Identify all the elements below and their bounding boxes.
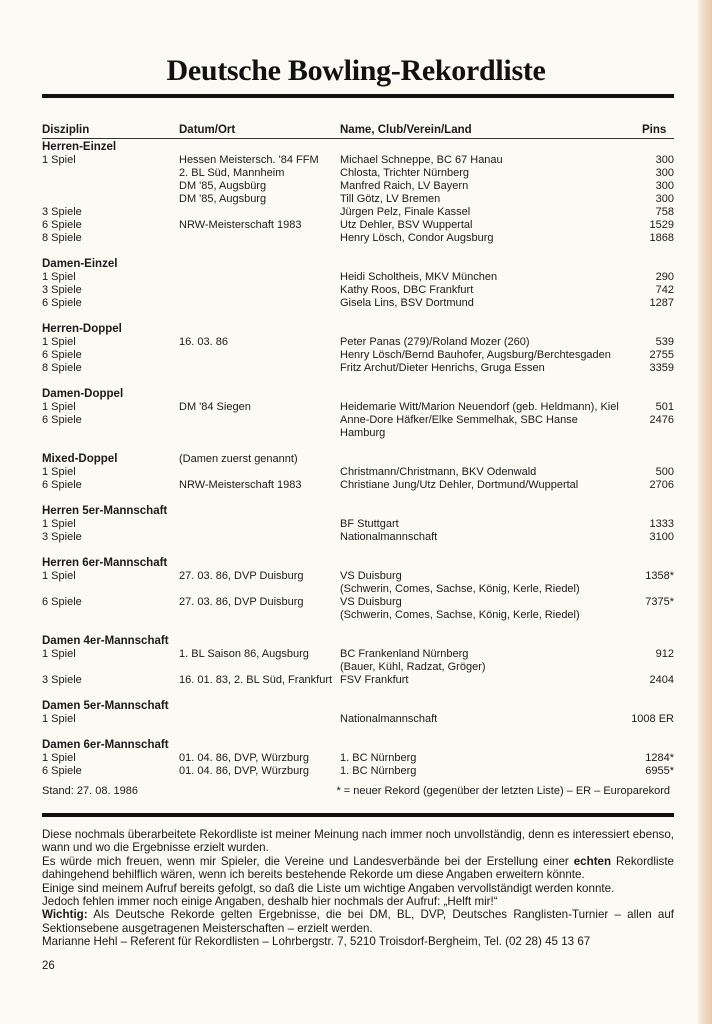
record-group bbox=[42, 388, 674, 440]
cell-datum-ort: NRW-Meisterschaft 1983 bbox=[179, 479, 302, 491]
cell-pins: 6955* bbox=[645, 765, 674, 777]
cell-name-primary: Gisela Lins, BSV Dortmund bbox=[340, 297, 474, 309]
cell-name bbox=[340, 765, 626, 778]
group-title: Herren 5er-Mannschaft bbox=[42, 505, 168, 517]
cell-pins: 2706 bbox=[649, 479, 674, 491]
record-group bbox=[42, 505, 674, 544]
cell-datum-ort: 27. 03. 86, DVP Duisburg bbox=[179, 570, 304, 582]
cell-disziplin: 6 Spiele bbox=[42, 596, 82, 608]
cell-name-primary: Kathy Roos, DBC Frankfurt bbox=[340, 284, 474, 296]
note-text: Rekordliste bbox=[616, 854, 674, 868]
group-note bbox=[179, 323, 340, 336]
group-note bbox=[179, 388, 340, 401]
cell-datum-ort: 27. 03. 86, DVP Duisburg bbox=[179, 596, 304, 608]
record-group bbox=[42, 258, 674, 310]
table-row bbox=[42, 765, 674, 778]
record-group bbox=[42, 739, 674, 778]
cell-datum-ort bbox=[179, 232, 340, 245]
cell-pins: 742 bbox=[655, 284, 674, 296]
cell-datum-ort: NRW-Meisterschaft 1983 bbox=[179, 219, 302, 231]
cell-datum-ort: Hessen Meistersch. '84 FFM bbox=[179, 154, 319, 166]
group-header-row bbox=[42, 453, 674, 466]
table-row bbox=[42, 414, 674, 440]
table-row bbox=[42, 362, 674, 375]
record-group bbox=[42, 700, 674, 726]
table-row bbox=[42, 570, 674, 596]
cell-name bbox=[340, 193, 626, 206]
cell-name-members: (Bauer, Kühl, Radzat, Gröger) bbox=[340, 661, 486, 673]
cell-name-primary: Christmann/Christmann, BKV Odenwald bbox=[340, 466, 537, 478]
group-header-row bbox=[42, 739, 674, 752]
group-note bbox=[179, 258, 340, 271]
table-row bbox=[42, 531, 674, 544]
group-note bbox=[179, 739, 340, 752]
cell-datum-ort: 2. BL Süd, Mannheim bbox=[179, 167, 285, 179]
group-header-row bbox=[42, 505, 674, 518]
record-group bbox=[42, 141, 674, 245]
cell-pins: 300 bbox=[655, 154, 674, 166]
cell-name-primary: Henry Lösch, Condor Augsburg bbox=[340, 232, 494, 244]
table-row bbox=[42, 713, 674, 726]
cell-name-members: (Schwerin, Comes, Sachse, König, Kerle, Riedel) bbox=[340, 609, 580, 621]
group-note bbox=[179, 700, 340, 713]
cell-name bbox=[340, 479, 626, 492]
cell-disziplin: 3 Spiele bbox=[42, 531, 82, 543]
cell-name-primary: Manfred Raich, LV Bayern bbox=[340, 180, 469, 192]
cell-pins: 300 bbox=[655, 193, 674, 205]
table-row bbox=[42, 596, 674, 622]
cell-name bbox=[340, 362, 626, 375]
cell-name-primary: Michael Schneppe, BC 67 Hanau bbox=[340, 154, 503, 166]
cell-datum-ort: 16. 03. 86 bbox=[179, 336, 228, 348]
record-table bbox=[42, 124, 674, 791]
cell-disziplin: 1 Spiel bbox=[42, 466, 76, 478]
cell-pins: 290 bbox=[655, 271, 674, 283]
header-disziplin: Disziplin bbox=[42, 124, 90, 136]
cell-disziplin: 6 Spiele bbox=[42, 349, 82, 361]
table-row bbox=[42, 336, 674, 349]
cell-name-primary: Heidi Scholtheis, MKV München bbox=[340, 271, 498, 283]
cell-datum-ort: DM '85, Augsbürg bbox=[179, 180, 267, 192]
record-group bbox=[42, 453, 674, 492]
record-group bbox=[42, 323, 674, 375]
cell-datum-ort: DM '85, Augsburg bbox=[179, 193, 267, 205]
group-title: Damen-Einzel bbox=[42, 258, 118, 270]
group-title: Damen 6er-Mannschaft bbox=[42, 739, 169, 751]
cell-datum-ort bbox=[179, 518, 340, 531]
note-paragraph: wann und wo die Ergebnisse erzielt wurden. bbox=[42, 841, 269, 855]
table-row bbox=[42, 219, 674, 232]
cell-name-primary: BC Frankenland Nürnberg bbox=[340, 648, 469, 660]
stand-date: Stand: 27. 08. 1986 bbox=[42, 785, 139, 797]
page-edge-shadow bbox=[698, 0, 712, 1024]
cell-disziplin: 1 Spiel bbox=[42, 648, 76, 660]
cell-name-members: (Schwerin, Comes, Sachse, König, Kerle, Riedel) bbox=[340, 583, 580, 595]
header-datum-ort: Datum/Ort bbox=[179, 124, 236, 136]
table-row bbox=[42, 206, 674, 219]
cell-name-primary: Christiane Jung/Utz Dehler, Dortmund/Wuppertal bbox=[340, 479, 579, 491]
cell-name-primary: BF Stuttgart bbox=[340, 518, 399, 530]
note-paragraph: Diese nochmals überarbeitete Rekordliste ist meiner Meinung nach immer noch unvollständig, denn es interessiert ebenso, bbox=[42, 828, 674, 841]
cell-datum-ort bbox=[179, 713, 340, 726]
table-row bbox=[42, 167, 674, 180]
note-text: Es würde mich freuen, wenn mir Spieler, die Vereine und Landesverbände bei der Erstellung einer bbox=[42, 854, 569, 868]
note-text: Als Deutsche Rekorde gelten Ergebnisse, die bei DM, BL, DVP, Deutsches Ranglisten-Turnier – allen auf bbox=[93, 908, 674, 922]
cell-disziplin: 6 Spiele bbox=[42, 765, 82, 777]
cell-name-primary: 1. BC Nürnberg bbox=[340, 752, 417, 764]
cell-name bbox=[340, 752, 626, 765]
table-row bbox=[42, 297, 674, 310]
note-paragraph bbox=[42, 855, 674, 868]
cell-pins: 7375* bbox=[645, 596, 674, 608]
cell-name bbox=[340, 648, 626, 674]
cell-datum-ort bbox=[179, 362, 340, 375]
cell-name bbox=[340, 674, 626, 687]
table-row bbox=[42, 271, 674, 284]
record-groups bbox=[42, 141, 674, 778]
note-paragraph: Sektionsebene ausgetragenen Meisterschaften – erzielt werden. bbox=[42, 921, 373, 935]
table-row bbox=[42, 752, 674, 765]
cell-disziplin: 1 Spiel bbox=[42, 401, 76, 413]
cell-disziplin: 1 Spiel bbox=[42, 570, 76, 582]
cell-disziplin: 6 Spiele bbox=[42, 219, 82, 231]
cell-disziplin: 3 Spiele bbox=[42, 284, 82, 296]
cell-disziplin: 1 Spiel bbox=[42, 154, 76, 166]
cell-pins: 2755 bbox=[649, 349, 674, 361]
table-row bbox=[42, 401, 674, 414]
group-header-row bbox=[42, 141, 674, 154]
group-title: Damen-Doppel bbox=[42, 388, 124, 400]
cell-pins: 501 bbox=[655, 401, 674, 413]
cell-disziplin: 3 Spiele bbox=[42, 674, 82, 686]
cell-datum-ort bbox=[179, 466, 340, 479]
cell-disziplin: 6 Spiele bbox=[42, 479, 82, 491]
record-group bbox=[42, 635, 674, 687]
group-note bbox=[179, 557, 340, 570]
cell-name bbox=[340, 713, 626, 726]
table-row bbox=[42, 674, 674, 687]
cell-datum-ort: 16. 01. 83, 2. BL Süd, Frankfurt bbox=[179, 674, 333, 686]
group-header-row bbox=[42, 323, 674, 336]
group-header-row bbox=[42, 700, 674, 713]
cell-disziplin: 1 Spiel bbox=[42, 336, 76, 348]
cell-name bbox=[340, 518, 626, 531]
table-row bbox=[42, 479, 674, 492]
group-header-row bbox=[42, 258, 674, 271]
table-row bbox=[42, 349, 674, 362]
table-row bbox=[42, 154, 674, 167]
table-row bbox=[42, 193, 674, 206]
cell-name-primary: Chlosta, Trichter Nürnberg bbox=[340, 167, 469, 179]
cell-name-primary: VS Duisburg bbox=[340, 596, 402, 608]
table-row bbox=[42, 284, 674, 297]
cell-name-primary: Till Götz, LV Bremen bbox=[340, 193, 441, 205]
cell-disziplin bbox=[42, 167, 179, 180]
cell-name bbox=[340, 206, 626, 219]
cell-name-primary: Henry Lösch/Bernd Bauhofer, Augsburg/Berchtesgaden bbox=[340, 349, 611, 361]
group-title: Mixed-Doppel bbox=[42, 453, 118, 465]
cell-name-primary: Heidemarie Witt/Marion Neuendorf (geb. Heldmann), Kiel bbox=[340, 401, 619, 413]
cell-datum-ort bbox=[179, 414, 340, 440]
header-pins: Pins bbox=[642, 124, 667, 136]
group-title: Herren-Einzel bbox=[42, 141, 117, 153]
cell-disziplin: 8 Spiele bbox=[42, 232, 82, 244]
group-title: Damen 5er-Mannschaft bbox=[42, 700, 169, 712]
cell-name bbox=[340, 466, 626, 479]
cell-name bbox=[340, 414, 626, 440]
cell-disziplin bbox=[42, 193, 179, 206]
table-row bbox=[42, 518, 674, 531]
group-note bbox=[179, 141, 340, 154]
cell-disziplin: 6 Spiele bbox=[42, 297, 82, 309]
table-row bbox=[42, 232, 674, 245]
cell-name bbox=[340, 297, 626, 310]
cell-pins: 1868 bbox=[649, 232, 674, 244]
cell-disziplin: 1 Spiel bbox=[42, 752, 76, 764]
cell-pins: 1358* bbox=[645, 570, 674, 582]
cell-name-primary: Nationalmannschaft bbox=[340, 713, 438, 725]
cell-pins: 3359 bbox=[649, 362, 674, 374]
group-title: Damen 4er-Mannschaft bbox=[42, 635, 169, 647]
cell-name bbox=[340, 349, 626, 362]
cell-name bbox=[340, 219, 626, 232]
page-number: 26 bbox=[42, 960, 55, 972]
cell-pins: 912 bbox=[655, 648, 674, 660]
cell-pins: 758 bbox=[655, 206, 674, 218]
cell-pins: 1008 ER bbox=[631, 713, 674, 725]
group-note bbox=[179, 635, 340, 648]
cell-disziplin: 1 Spiel bbox=[42, 518, 76, 530]
note-paragraph: dahingehend behilflich wären, wenn ich bereits bestehende Rekorde um diese Angaben erweitern könnte. bbox=[42, 868, 585, 882]
cell-disziplin: 3 Spiele bbox=[42, 206, 82, 218]
cell-name-primary: Anne-Dore Häfker/Elke Semmelhak, SBC Hanse Hamburg bbox=[340, 414, 578, 439]
note-signature: Marianne Hehl – Referent für Rekordlisten – Lohrbergstr. 7, 5210 Troisdorf-Bergheim, Tel. (02 28) 45 13 67 bbox=[42, 935, 591, 949]
note-paragraph: Jedoch fehlen immer noch einige Angaben, deshalb hier nochmals der Aufruf: „Helft mir!“ bbox=[42, 895, 498, 909]
cell-datum-ort bbox=[179, 284, 340, 297]
cell-pins: 2476 bbox=[649, 414, 674, 426]
cell-pins: 1287 bbox=[649, 297, 674, 309]
cell-datum-ort: 01. 04. 86, DVP, Würzburg bbox=[179, 765, 310, 777]
group-note: (Damen zuerst genannt) bbox=[179, 453, 298, 465]
group-title: Herren-Doppel bbox=[42, 323, 122, 335]
header-name: Name, Club/Verein/Land bbox=[340, 124, 472, 136]
cell-pins: 500 bbox=[655, 466, 674, 478]
cell-name-primary: Utz Dehler, BSV Wuppertal bbox=[340, 219, 473, 231]
note-emphasis: echten bbox=[573, 854, 612, 868]
cell-pins: 539 bbox=[655, 336, 674, 348]
cell-disziplin bbox=[42, 180, 179, 193]
bottom-divider bbox=[42, 813, 674, 817]
cell-datum-ort bbox=[179, 297, 340, 310]
cell-name-primary: VS Duisburg bbox=[340, 570, 402, 582]
cell-name bbox=[340, 596, 626, 622]
cell-pins: 3100 bbox=[649, 531, 674, 543]
group-header-row bbox=[42, 388, 674, 401]
cell-name bbox=[340, 284, 626, 297]
cell-disziplin: 8 Spiele bbox=[42, 362, 82, 374]
cell-name bbox=[340, 167, 626, 180]
cell-name bbox=[340, 271, 626, 284]
cell-name bbox=[340, 401, 626, 414]
status-row bbox=[42, 785, 674, 797]
cell-disziplin: 1 Spiel bbox=[42, 713, 76, 725]
cell-name-primary: Peter Panas (279)/Roland Mozer (260) bbox=[340, 336, 530, 348]
cell-datum-ort: 1. BL Saison 86, Augsburg bbox=[179, 648, 309, 660]
cell-name-primary: Nationalmannschaft bbox=[340, 531, 438, 543]
cell-name bbox=[340, 336, 626, 349]
cell-datum-ort: 01. 04. 86, DVP, Würzburg bbox=[179, 752, 310, 764]
cell-name bbox=[340, 154, 626, 167]
group-note bbox=[179, 505, 340, 518]
cell-pins: 300 bbox=[655, 167, 674, 179]
cell-name-primary: Jürgen Pelz, Finale Kassel bbox=[340, 206, 471, 218]
table-row bbox=[42, 648, 674, 674]
table-row bbox=[42, 466, 674, 479]
cell-datum-ort bbox=[179, 206, 340, 219]
cell-name bbox=[340, 180, 626, 193]
cell-name-primary: 1. BC Nürnberg bbox=[340, 765, 417, 777]
cell-name bbox=[340, 570, 626, 596]
group-header-row bbox=[42, 635, 674, 648]
cell-disziplin: 6 Spiele bbox=[42, 414, 82, 426]
cell-datum-ort bbox=[179, 349, 340, 362]
table-header bbox=[42, 124, 674, 139]
top-divider bbox=[42, 94, 674, 98]
cell-pins: 1284* bbox=[645, 752, 674, 764]
cell-disziplin: 1 Spiel bbox=[42, 271, 76, 283]
cell-pins: 1333 bbox=[649, 518, 674, 530]
record-group bbox=[42, 557, 674, 622]
cell-datum-ort bbox=[179, 271, 340, 284]
table-row bbox=[42, 180, 674, 193]
cell-name-primary: Fritz Archut/Dieter Henrichs, Gruga Essen bbox=[340, 362, 545, 374]
note-paragraph bbox=[42, 908, 674, 921]
cell-datum-ort bbox=[179, 531, 340, 544]
cell-pins: 1529 bbox=[649, 219, 674, 231]
cell-name bbox=[340, 232, 626, 245]
group-header-row bbox=[42, 557, 674, 570]
note-paragraph: Einige sind meinem Aufruf bereits gefolgt, so daß die Liste um wichtige Angaben vervollständigt werden konnte. bbox=[42, 881, 615, 895]
cell-name-primary: FSV Frankfurt bbox=[340, 674, 409, 686]
legend-note: * = neuer Rekord (gegenüber der letzten Liste) – ER – Europarekord bbox=[336, 785, 670, 797]
cell-pins: 2404 bbox=[649, 674, 674, 686]
cell-datum-ort: DM '84 Siegen bbox=[179, 401, 251, 413]
cell-name bbox=[340, 531, 626, 544]
page-title: Deutsche Bowling-Rekordliste bbox=[166, 54, 546, 87]
notes-section bbox=[42, 828, 674, 949]
note-emphasis: Wichtig: bbox=[42, 908, 88, 922]
cell-pins: 300 bbox=[655, 180, 674, 192]
group-title: Herren 6er-Mannschaft bbox=[42, 557, 168, 569]
